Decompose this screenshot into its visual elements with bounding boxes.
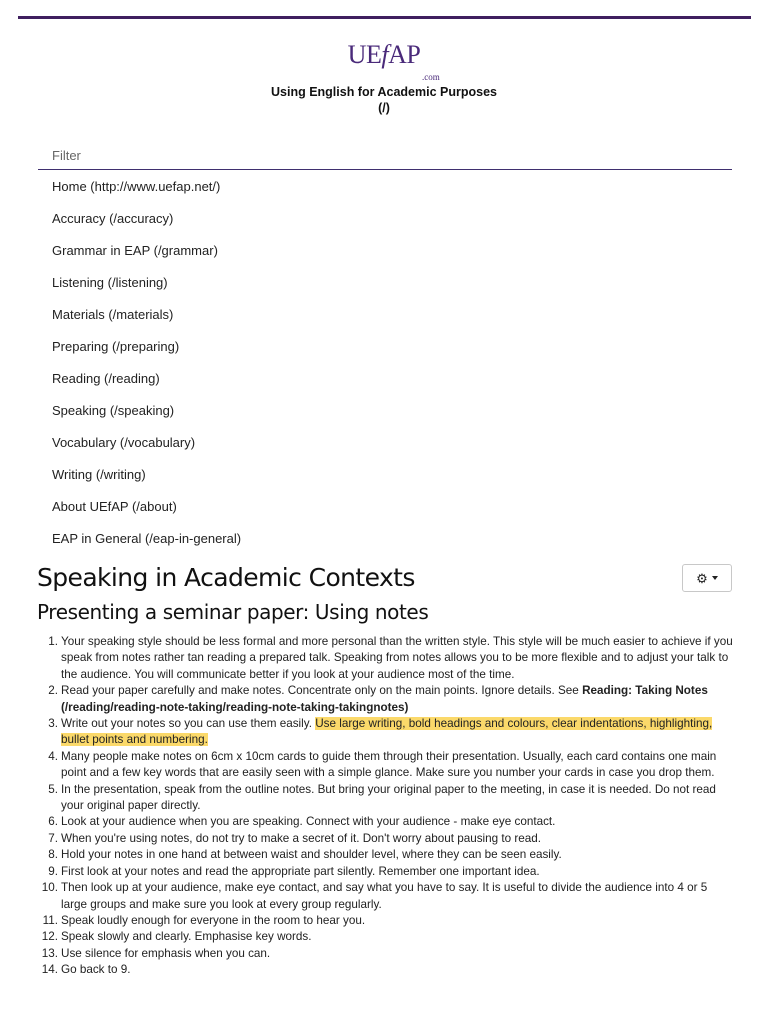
section-title: Presenting a seminar paper: Using notes xyxy=(37,600,429,624)
nav-item-vocabulary[interactable]: Vocabulary (/vocabulary) xyxy=(52,435,196,450)
settings-dropdown-button[interactable] xyxy=(682,564,732,592)
nav-menu xyxy=(52,179,241,563)
gear-icon: ⚙ xyxy=(696,570,708,586)
caret-down-icon xyxy=(712,576,718,580)
reading-notes-link[interactable]: Reading: Taking Notes (/reading/reading-note-taking/reading-note-taking-takingnotes) xyxy=(61,684,708,714)
nav-item-preparing[interactable]: Preparing (/preparing) xyxy=(52,339,180,354)
list-item: 9. First look at your notes and read the appropriate part silently. Remember one important idea. xyxy=(48,864,540,878)
nav-item-materials[interactable]: Materials (/materials) xyxy=(52,307,174,322)
list-item: 2. Read your paper carefully and make notes. Concentrate only on the main points. Ignore details. See Reading: Taking Notes (/reading/reading-note-taking/reading-note-taking-takingnotes) xyxy=(48,684,708,714)
nav-item-grammar[interactable]: Grammar in EAP (/grammar) xyxy=(52,243,218,258)
nav-item-accuracy[interactable]: Accuracy (/accuracy) xyxy=(52,211,174,226)
nav-item-home[interactable]: Home (http://www.uefap.net/) xyxy=(52,179,221,194)
logo-wordmark: UEfAP xyxy=(347,40,421,69)
filter-underline xyxy=(38,169,732,170)
list-item: 11. Speak loudly enough for everyone in the room to hear you. xyxy=(42,913,366,927)
list-item: 8. Hold your notes in one hand at between waist and shoulder level, where they can be seen easily. xyxy=(48,848,562,862)
highlighted-text: Use large writing, bold headings and colours, clear indentations, highlighting, bullet points and numbering. xyxy=(61,717,713,747)
nav-item-eap-in-general[interactable]: EAP in General (/eap-in-general) xyxy=(52,531,242,546)
list-item: 10. Then look up at your audience, make eye contact, and say what you have to say. It is useful to divide the audience into 4 or 5 large groups and make sure you look at every group regularly. xyxy=(41,881,708,911)
filter-input[interactable]: Filter xyxy=(52,148,81,163)
list-item: 14. Go back to 9. xyxy=(41,963,131,977)
page-title: Speaking in Academic Contexts xyxy=(37,563,415,592)
list-item: 12. Speak slowly and clearly. Emphasise key words. xyxy=(41,930,312,944)
nav-item-speaking[interactable]: Speaking (/speaking) xyxy=(52,403,175,418)
list-item: 13. Use silence for emphasis when you can. xyxy=(41,946,271,960)
list-item: 6. Look at your audience when you are speaking. Connect with your audience - make eye contact. xyxy=(48,815,556,829)
site-logo[interactable] xyxy=(0,40,768,70)
site-title[interactable]: Using English for Academic Purposes xyxy=(271,85,497,99)
list-item: 3. Write out your notes so you can use them easily. Use large writing, bold headings and colours, clear indentations, highlighting, bullet points and numbering. xyxy=(48,717,713,747)
site-home-link[interactable]: (/) xyxy=(378,101,390,115)
logo-com-suffix: .com xyxy=(422,72,440,82)
list-item: 5. In the presentation, speak from the outline notes. But bring your original paper to the meeting, in case it is needed. Do not read your original paper directly. xyxy=(48,782,716,813)
top-accent-bar xyxy=(18,16,751,19)
nav-item-writing[interactable]: Writing (/writing) xyxy=(52,467,146,482)
nav-item-reading[interactable]: Reading (/reading) xyxy=(52,371,160,386)
list-item: 1. Your speaking style should be less formal and more personal than the written style. This style will be much easier to achieve if you speak from notes rather tan reading a prepared talk. Speaking from notes allows you to be more flexible and to adjust your talk to the audience. You will communicate better if you look at your audience most of the time. xyxy=(48,635,733,681)
list-item: 7. When you're using notes, do not try to make a secret of it. Don't worry about pausing to read. xyxy=(48,831,542,845)
nav-item-listening[interactable]: Listening (/listening) xyxy=(52,275,168,290)
list-item: 4. Many people make notes on 6cm x 10cm cards to guide them through their presentation. Usually, each card contains one main point and a few key words that are easily seen with a simple glance. Make sure you number your cards in case you drop them. xyxy=(48,749,717,780)
nav-item-about[interactable]: About UEfAP (/about) xyxy=(52,499,177,514)
notes-list xyxy=(36,634,736,979)
